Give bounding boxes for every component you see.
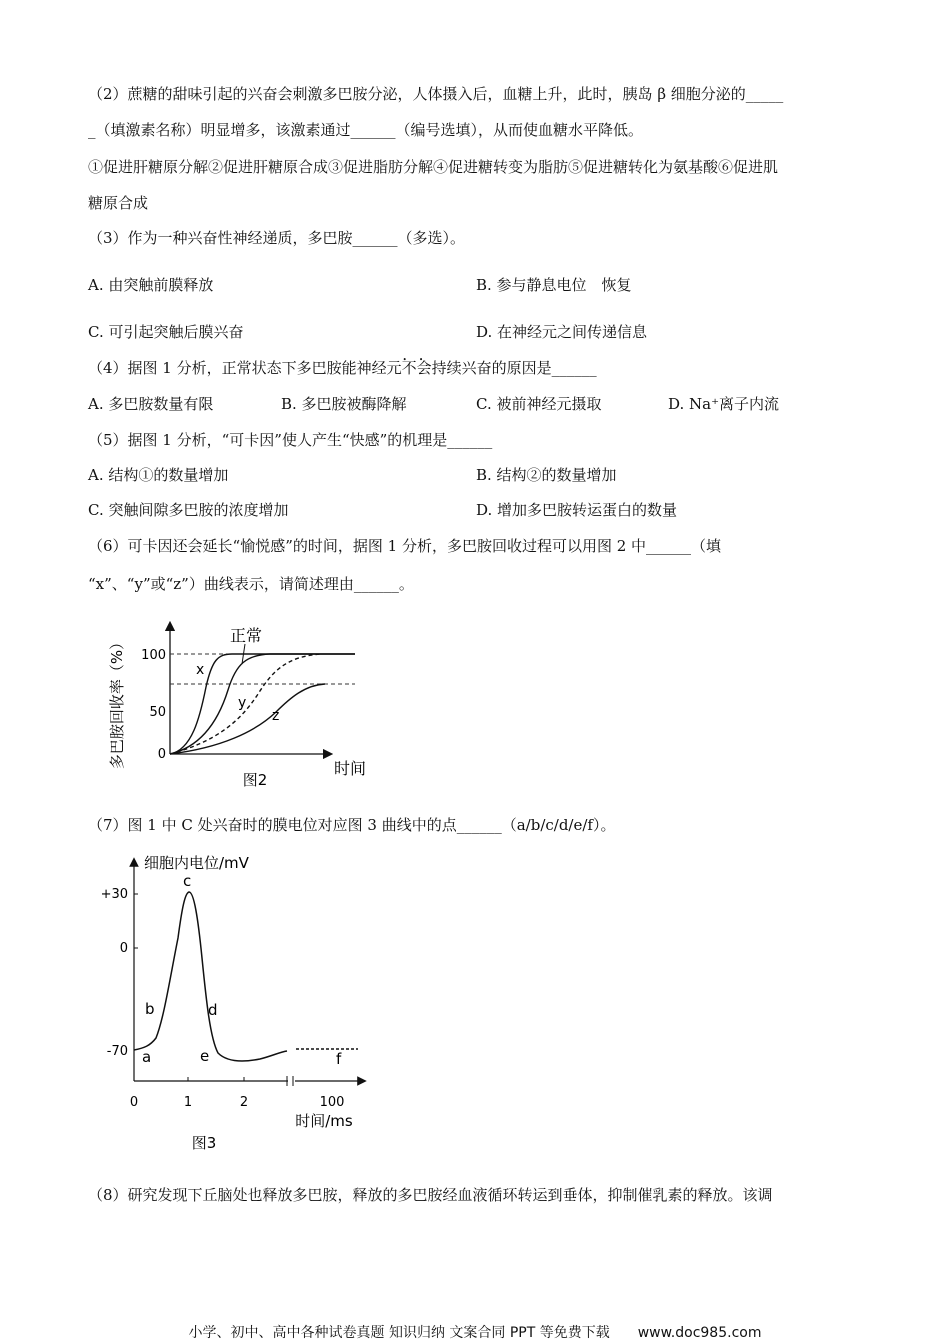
fig3-ytick-0: 0 — [119, 941, 128, 956]
fig3-caption: 图3 — [191, 1134, 217, 1152]
fig2-ylabel — [108, 635, 126, 769]
q5-option-d: D. 增加多巴胺转运蛋白的数量 — [476, 501, 678, 519]
fig3-point-a: a — [142, 1048, 152, 1066]
q2-line-4: 糖原合成 — [88, 194, 149, 212]
q5-option-b: B. 结构②的数量增加 — [476, 466, 617, 484]
page-footer: 小学、初中、高中各种试卷真题 知识归纳 文案合同 PPT 等免费下载 www.doc985.com — [188, 1325, 762, 1341]
fig2-tick-50: 50 — [149, 705, 166, 720]
q2-line-2: _（填激素名称）明显增多，该激素通过______（编号选填），从而使血糖水平降低。 — [88, 121, 644, 139]
q4-stem — [88, 358, 597, 378]
q3-option-d: D. 在神经元之间传递信息 — [476, 323, 648, 341]
fig3-ylabel: 细胞内电位/mV — [144, 854, 249, 872]
fig3-xtick-100: 100 — [319, 1095, 345, 1110]
svg-text:多巴胺回收率（%）: 多巴胺回收率（%） — [108, 634, 126, 770]
figure-3 — [100, 848, 380, 1158]
q5-stem: （5）据图 1 分析，“可卡因”使人产生“快感”的机理是______ — [88, 431, 493, 449]
fig3-point-e: e — [200, 1047, 210, 1065]
fig2-xlabel: 时间 — [333, 759, 367, 778]
fig2-label-z: z — [272, 708, 280, 724]
q3-stem: （3）作为一种兴奋性神经递质，多巴胺______（多选）。 — [88, 229, 466, 247]
fig2-label-y: y — [238, 695, 247, 711]
q7-stem: （7）图 1 中 C 处兴奋时的膜电位对应图 3 曲线中的点______（a/b/c/d/e/f）。 — [88, 816, 616, 834]
q4-stem-a: （4）据图 1 分析，正常状态下多巴胺能神经元 — [88, 359, 402, 377]
q6-line-1: （6）可卡因还会延长“愉悦感”的时间，据图 1 分析，多巴胺回收过程可以用图 2 中______（填 — [88, 537, 722, 555]
fig3-xtick-1: 1 — [183, 1095, 193, 1110]
fig3-xtick-2: 2 — [239, 1095, 249, 1110]
q4-option-d: D. Na⁺离子内流 — [668, 395, 780, 413]
fig2-normal-label: 正常 — [230, 626, 263, 645]
fig3-point-d: d — [208, 1001, 218, 1019]
fig2-tick-0: 0 — [157, 747, 166, 762]
q6-line-2: “x”、“y”或“z”）曲线表示，请简述理由______。 — [88, 575, 414, 593]
q3-option-b: B. 参与静息电位 恢复 — [476, 276, 632, 294]
q4-option-a: A. 多巴胺数量有限 — [88, 395, 214, 413]
fig3-point-c: c — [183, 872, 192, 890]
fig3-point-b: b — [145, 1000, 155, 1018]
q4-option-b: B. 多巴胺被酶降解 — [281, 395, 407, 413]
q5-option-a: A. 结构①的数量增加 — [88, 466, 229, 484]
q3-option-c: C. 可引起突触后膜兴奋 — [88, 323, 244, 341]
fig3-point-f: f — [336, 1050, 342, 1068]
fig2-tick-100: 100 — [141, 648, 166, 663]
q8-stem: （8）研究发现下丘脑处也释放多巴胺，释放的多巴胺经血液循环转运到垂体，抑制催乳素的释放。该调 — [88, 1186, 773, 1204]
q3-option-a: A. 由突触前膜释放 — [88, 276, 214, 294]
fig3-ytick-plus30: +30 — [100, 887, 128, 902]
q4-stem-b: 持续兴奋的原因是______ — [431, 359, 597, 377]
fig3-ytick-minus70: -70 — [106, 1044, 128, 1059]
q5-option-c: C. 突触间隙多巴胺的浓度增加 — [88, 501, 289, 519]
fig3-xtick-0: 0 — [129, 1095, 139, 1110]
q2-line-1: （2）蔗糖的甜味引起的兴奋会刺激多巴胺分泌，人体摄入后，血糖上升，此时，胰岛 β 细胞分泌的_____ — [88, 85, 784, 103]
fig2-caption: 图2 — [242, 771, 268, 789]
fig3-xlabel: 时间/ms — [295, 1112, 353, 1130]
fig2-label-x: x — [196, 662, 205, 678]
q4-emphasis-text: • • 不会 — [402, 359, 432, 377]
fig3-action-potential-curve — [134, 892, 287, 1061]
q4-option-c: C. 被前神经元摄取 — [476, 395, 602, 413]
q2-line-3: ①促进肝糖原分解②促进肝糖原合成③促进脂肪分解④促进糖转变为脂肪⑤促进糖转化为氨基酸⑥促进肌 — [88, 158, 779, 176]
figure-2 — [100, 612, 380, 797]
